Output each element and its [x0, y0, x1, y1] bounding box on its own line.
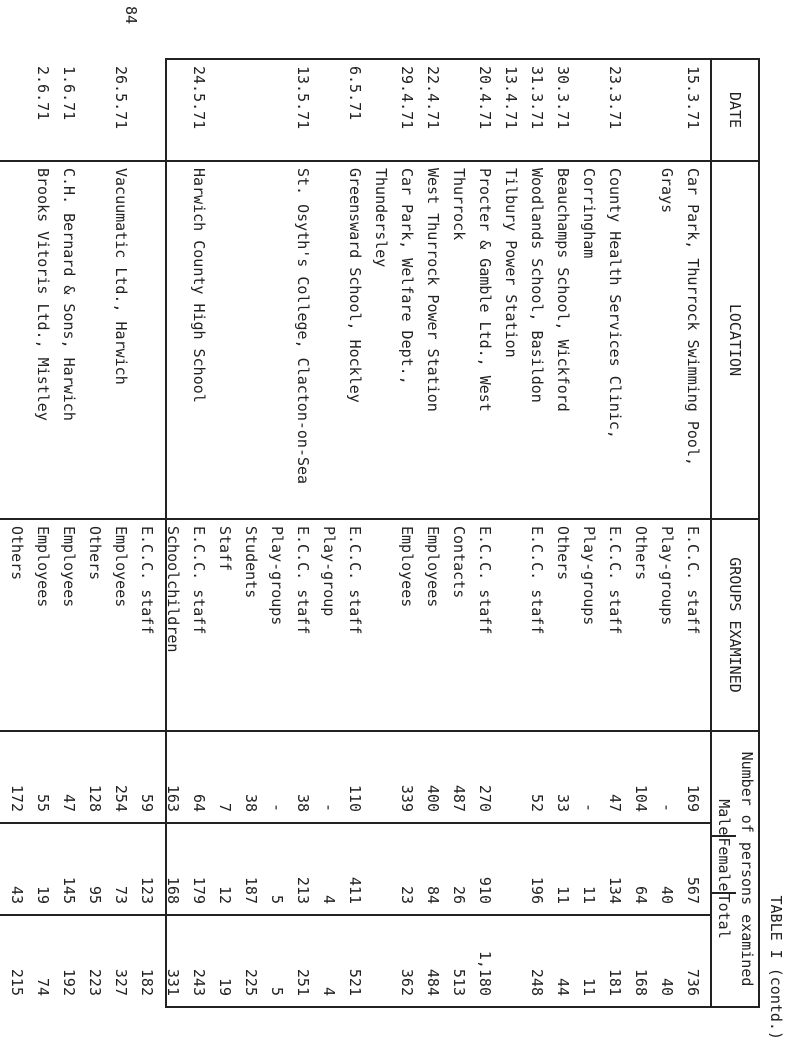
- cell-group: E.C.C. staff: [476, 526, 494, 635]
- cell-female: 23: [398, 885, 416, 904]
- header-female: Female: [712, 837, 736, 893]
- cell-group: E.C.C. staff: [346, 526, 364, 635]
- cell-date: 26.5.71: [112, 66, 130, 130]
- cell-male: 55: [34, 793, 52, 812]
- cell-male: 487: [450, 784, 468, 812]
- cell-female: [368, 824, 394, 914]
- cell-location: Brooks Vitoris Ltd., Mistley: [34, 168, 52, 421]
- cell-female: 11: [580, 885, 598, 904]
- cell-location: [264, 162, 290, 518]
- column-groups: [0, 520, 710, 732]
- cell-date: 23.3.71: [606, 66, 624, 130]
- cell-total: 19: [216, 977, 234, 996]
- cell-male: 110: [346, 784, 364, 812]
- cell-location: [82, 162, 108, 518]
- cell-female: 84: [424, 885, 442, 904]
- cell-date: 31.3.71: [528, 66, 546, 130]
- cell-female: 187: [242, 876, 260, 904]
- cell-female: 43: [8, 885, 26, 904]
- cell-date: [212, 60, 238, 160]
- cell-female: 411: [346, 876, 364, 904]
- cell-group: [0, 520, 4, 730]
- cell-group: Play-groups: [658, 526, 676, 626]
- cell-group: E.C.C. staff: [294, 526, 312, 635]
- cell-group: Others: [8, 526, 26, 581]
- cell-group: Employees: [34, 526, 52, 608]
- header-location: LOCATION: [712, 162, 758, 520]
- cell-male: 59: [138, 793, 156, 812]
- cell-location: West Thurrock Power Station: [424, 168, 442, 412]
- cell-total: 11: [580, 977, 598, 996]
- cell-total: 484: [424, 968, 442, 996]
- cell-male: 254: [112, 784, 130, 812]
- cell-group: E.C.C. staff: [684, 526, 702, 635]
- cell-male: [368, 732, 394, 822]
- cell-date: [0, 60, 4, 160]
- cell-location: [212, 162, 238, 518]
- cell-location: Harwich County High School: [190, 168, 208, 403]
- cell-female: 134: [606, 876, 624, 904]
- cell-male: 163: [164, 784, 182, 812]
- cell-date: [264, 60, 290, 160]
- cell-male: 169: [684, 784, 702, 812]
- cell-date: [368, 60, 394, 160]
- header-total: Total: [715, 893, 733, 939]
- exam-table: [8, 58, 760, 1008]
- cell-female: 73: [112, 885, 130, 904]
- cell-date: [238, 60, 264, 160]
- cell-total: [0, 916, 4, 1006]
- cell-location: Greensward School, Hockley: [346, 168, 364, 403]
- cell-total: 243: [190, 968, 208, 996]
- cell-date: 15.3.71: [684, 66, 702, 130]
- cell-female: 910: [476, 876, 494, 904]
- cell-group: E.C.C. staff: [190, 526, 208, 635]
- cell-male: 47: [60, 793, 78, 812]
- cell-group: Students: [242, 526, 260, 599]
- cell-date: 13.4.71: [502, 66, 520, 130]
- header-number-group: [712, 732, 758, 1006]
- cell-male: 128: [86, 784, 104, 812]
- cell-group: Schoolchildren: [164, 526, 182, 653]
- cell-group: Play-groups: [268, 526, 286, 626]
- cell-location: Woodlands School, Basildon: [528, 168, 546, 403]
- cell-total: 362: [398, 968, 416, 996]
- cell-group: Play-groups: [580, 526, 598, 626]
- cell-group: Contacts: [450, 526, 468, 599]
- cell-date: 2.6.71: [34, 66, 52, 121]
- cell-date: [446, 60, 472, 160]
- cell-male: -: [268, 802, 286, 812]
- cell-total: 327: [112, 968, 130, 996]
- cell-total: 44: [554, 977, 572, 996]
- header-male: Male: [712, 799, 736, 837]
- table-body: [0, 60, 710, 1006]
- cell-date: 29.4.71: [398, 66, 416, 130]
- cell-location: [316, 162, 342, 518]
- cell-date: [628, 60, 654, 160]
- header-groups: GROUPS EXAMINED: [712, 520, 758, 732]
- cell-date: [82, 60, 108, 160]
- cell-group: [498, 520, 524, 730]
- header-subcolumns: [712, 799, 736, 938]
- table-header: [710, 60, 758, 1006]
- column-female: [0, 824, 710, 916]
- cell-location: [238, 162, 264, 518]
- cell-male: 64: [190, 793, 208, 812]
- cell-female: 145: [60, 876, 78, 904]
- cell-location: [134, 162, 160, 518]
- cell-female: [498, 824, 524, 914]
- cell-location: [628, 162, 654, 518]
- cell-group: Employees: [112, 526, 130, 608]
- cell-date: 6.5.71: [346, 66, 364, 121]
- cell-total: 181: [606, 968, 624, 996]
- cell-male: 104: [632, 784, 650, 812]
- cell-location: Procter & Gamble Ltd., West: [476, 168, 494, 412]
- cell-male: 33: [554, 793, 572, 812]
- cell-location: Beauchamps School, Wickford: [554, 168, 572, 412]
- cell-total: 248: [528, 968, 546, 996]
- cell-location: St. Osyth's College, Clacton-on-Sea: [294, 168, 312, 485]
- cell-location: [160, 162, 186, 518]
- cell-date: 20.4.71: [476, 66, 494, 130]
- cell-male: 339: [398, 784, 416, 812]
- cell-male: 172: [8, 784, 26, 812]
- cell-date: 13.5.71: [294, 66, 312, 130]
- cell-group: [368, 520, 394, 730]
- cell-total: 5: [268, 986, 286, 996]
- cell-female: 567: [684, 876, 702, 904]
- cell-total: 182: [138, 968, 156, 996]
- cell-female: [0, 824, 4, 914]
- cell-female: 12: [216, 885, 234, 904]
- cell-female: 213: [294, 876, 312, 904]
- header-date: DATE: [712, 60, 758, 162]
- cell-group: Others: [554, 526, 572, 581]
- cell-male: [498, 732, 524, 822]
- cell-male: 38: [294, 793, 312, 812]
- cell-date: [134, 60, 160, 160]
- column-date: [0, 60, 710, 162]
- column-location: [0, 162, 710, 520]
- cell-female: 196: [528, 876, 546, 904]
- cell-date: [316, 60, 342, 160]
- cell-female: 11: [554, 885, 572, 904]
- table-caption: TABLE I (contd.): [767, 895, 785, 1040]
- cell-location: Car Park, Welfare Dept.,: [398, 168, 416, 385]
- column-male: [0, 732, 710, 824]
- cell-group: E.C.C. staff: [528, 526, 546, 635]
- cell-male: [0, 732, 4, 822]
- cell-group: Employees: [60, 526, 78, 608]
- cell-date: [160, 60, 186, 160]
- cell-date: 30.3.71: [554, 66, 572, 130]
- cell-location: Grays: [658, 168, 676, 214]
- cell-total: 331: [164, 968, 182, 996]
- cell-total: 521: [346, 968, 364, 996]
- cell-male: 270: [476, 784, 494, 812]
- header-number-of: Number of persons examined: [738, 751, 756, 987]
- cell-female: 4: [320, 894, 338, 904]
- cell-male: 400: [424, 784, 442, 812]
- cell-location: County Health Services Clinic,: [606, 168, 624, 439]
- cell-location: C.H. Bernard & Sons, Harwich: [60, 168, 78, 421]
- cell-female: 168: [164, 876, 182, 904]
- cell-total: [368, 916, 394, 1006]
- cell-female: 5: [268, 894, 286, 904]
- cell-female: 64: [632, 885, 650, 904]
- cell-female: 19: [34, 885, 52, 904]
- cell-location: Corringham: [580, 168, 598, 259]
- cell-group: Others: [86, 526, 104, 581]
- cell-total: 215: [8, 968, 26, 996]
- cell-female: 95: [86, 885, 104, 904]
- cell-female: 179: [190, 876, 208, 904]
- cell-male: 7: [216, 802, 234, 812]
- cell-location: [4, 162, 30, 518]
- cell-date: 22.4.71: [424, 66, 442, 130]
- cell-location: Thurrock: [450, 168, 468, 241]
- cell-total: 513: [450, 968, 468, 996]
- cell-total: 192: [60, 968, 78, 996]
- cell-total: 736: [684, 968, 702, 996]
- cell-location: Thundersley: [372, 168, 390, 268]
- cell-total: 251: [294, 968, 312, 996]
- cell-female: 26: [450, 885, 468, 904]
- cell-date: [4, 60, 30, 160]
- cell-date: 1.6.71: [60, 66, 78, 121]
- column-total: [0, 916, 710, 1006]
- cell-male: -: [658, 802, 676, 812]
- cell-group: Employees: [398, 526, 416, 608]
- cell-location: Tilbury Power Station: [502, 168, 520, 358]
- cell-location: Vacuumatic Ltd., Harwich: [112, 168, 130, 385]
- cell-male: 47: [606, 793, 624, 812]
- cell-total: 225: [242, 968, 260, 996]
- cell-date: [654, 60, 680, 160]
- cell-total: 223: [86, 968, 104, 996]
- cell-group: Staff: [216, 526, 234, 572]
- cell-total: 4: [320, 986, 338, 996]
- cell-group: Employees: [424, 526, 442, 608]
- cell-male: 38: [242, 793, 260, 812]
- page-number: 84: [122, 5, 140, 25]
- cell-location: [0, 162, 4, 518]
- cell-total: 40: [658, 977, 676, 996]
- cell-female: 40: [658, 885, 676, 904]
- cell-group: E.C.C. staff: [606, 526, 624, 635]
- cell-group: E.C.C. staff: [138, 526, 156, 635]
- cell-date: [576, 60, 602, 160]
- cell-total: [498, 916, 524, 1006]
- cell-female: 123: [138, 876, 156, 904]
- cell-total: 168: [632, 968, 650, 996]
- cell-location: Car Park, Thurrock Swimming Pool,: [684, 168, 702, 467]
- cell-male: 52: [528, 793, 546, 812]
- cell-date: 24.5.71: [190, 66, 208, 130]
- cell-male: -: [320, 802, 338, 812]
- cell-group: Others: [632, 526, 650, 581]
- cell-total: 74: [34, 977, 52, 996]
- cell-male: -: [580, 802, 598, 812]
- cell-group: Play-group: [320, 526, 338, 617]
- cell-total: 1,180: [476, 950, 494, 996]
